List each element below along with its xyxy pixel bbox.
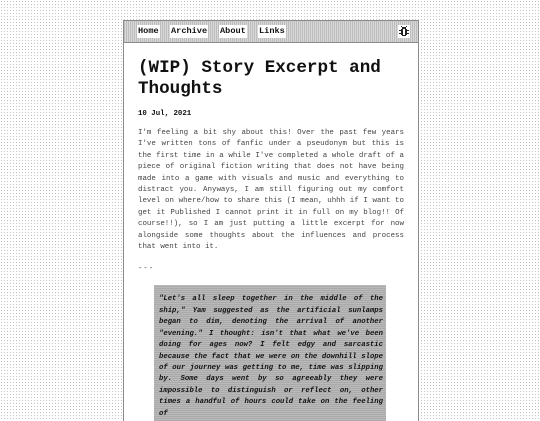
- post-date: 10 Jul, 2021: [138, 110, 192, 118]
- nav-about-link[interactable]: About: [220, 26, 246, 36]
- section-separator: ---: [138, 265, 155, 274]
- page-container: [123, 20, 419, 421]
- nav-archive-link[interactable]: Archive: [171, 26, 208, 36]
- top-nav: [124, 21, 418, 43]
- excerpt-text: "Let's all sleep together in the middle of the ship," Yam suggested as the artificial sunlamps began to dim, denoting the arrival of another "evening." I thought: isn't that what we've been doing for ages now? I felt edgy and sarcastic because the fact that we were on the downhill slope of our journey was getting to me, time was slipping by. Some days went by so agreeably they were impossible to distinguish or reflect on, other times a handful of hours could take on the feeling of: [159, 295, 383, 418]
- excerpt-block: [154, 285, 386, 421]
- post-content: [138, 42, 404, 421]
- post-intro-paragraph: I'm feeling a bit shy about this! Over the past few years I've written tons of fanfic under a pseudonym but this is the first time in a while I've completed a whole draft of a piece of original fiction writing that does not have being made into a game with visuals and music and everything to distract you. Anyways, I am still figuring out my comfort level on where/how to share this (I mean, uhhh if I want to get it Published I cannot print it in full on my blog!! Of course!!), so I am just putting a little excerpt for now alongside some thoughts about the influences and process that went into it.: [138, 129, 404, 252]
- nav-links-link[interactable]: Links: [259, 26, 285, 36]
- nav-home-link[interactable]: Home: [138, 26, 159, 36]
- post-title: (WIP) Story Excerpt and Thoughts: [138, 58, 381, 99]
- bug-icon[interactable]: [398, 25, 410, 38]
